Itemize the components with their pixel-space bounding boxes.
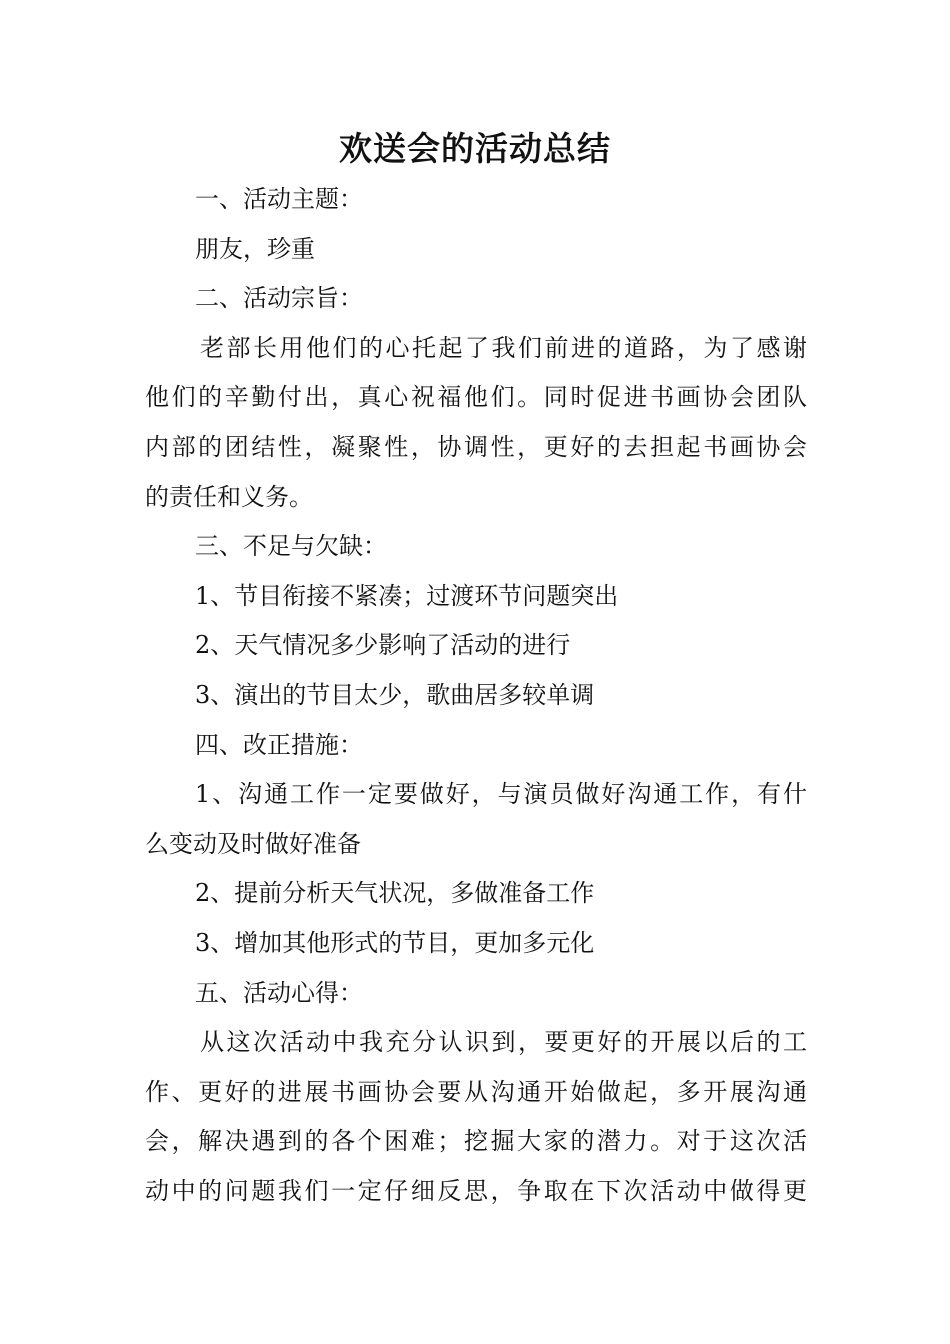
measure-item-3: 3、增加其他形式的节目，更加多元化 xyxy=(195,928,595,957)
reflection-line-4: 动中的问题我们一定仔细反思，争取在下次活动中做得更 xyxy=(145,1176,807,1205)
measure-item-1-line-1: 1、沟通工作一定要做好，与演员做好沟通工作，有什 xyxy=(195,780,807,809)
document-title: 欢送会的活动总结 xyxy=(339,129,611,168)
reflection-line-1: 从这次活动中我充分认识到，要更好的开展以后的工 xyxy=(200,1028,807,1057)
measure-item-1-line-2: 么变动及时做好准备 xyxy=(145,829,361,858)
section-heading-theme: 一、活动主题： xyxy=(195,185,363,213)
purpose-line-4: 的责任和义务。 xyxy=(145,482,313,511)
purpose-line-3: 内部的团结性，凝聚性，协调性，更好的去担起书画协会 xyxy=(145,432,807,461)
purpose-line-2: 他们的辛勤付出，真心祝福他们。同时促进书画协会团队 xyxy=(145,383,807,412)
shortcoming-item-2: 2、天气情况多少影响了活动的进行 xyxy=(195,631,571,660)
section-heading-shortcomings: 三、不足与欠缺： xyxy=(195,532,387,561)
purpose-line-1: 老部长用他们的心托起了我们前进的道路，为了感谢 xyxy=(200,333,807,362)
section-heading-purpose: 二、活动宗旨： xyxy=(195,284,363,313)
section-heading-measures: 四、改正措施： xyxy=(195,730,363,759)
shortcoming-item-1: 1、节目衔接不紧凑；过渡环节问题突出 xyxy=(195,581,619,610)
reflection-line-2: 作、更好的进展书画协会要从沟通开始做起，多开展沟通 xyxy=(145,1077,807,1106)
reflection-line-3: 会，解决遇到的各个困难；挖掘大家的潜力。对于这次活 xyxy=(145,1127,807,1156)
measure-item-2: 2、提前分析天气状况，多做准备工作 xyxy=(195,879,595,908)
theme-text: 朋友，珍重 xyxy=(195,234,315,263)
shortcoming-item-3: 3、演出的节目太少，歌曲居多较单调 xyxy=(195,680,595,709)
document-body xyxy=(145,175,807,1216)
section-heading-reflections: 五、活动心得： xyxy=(195,978,363,1007)
